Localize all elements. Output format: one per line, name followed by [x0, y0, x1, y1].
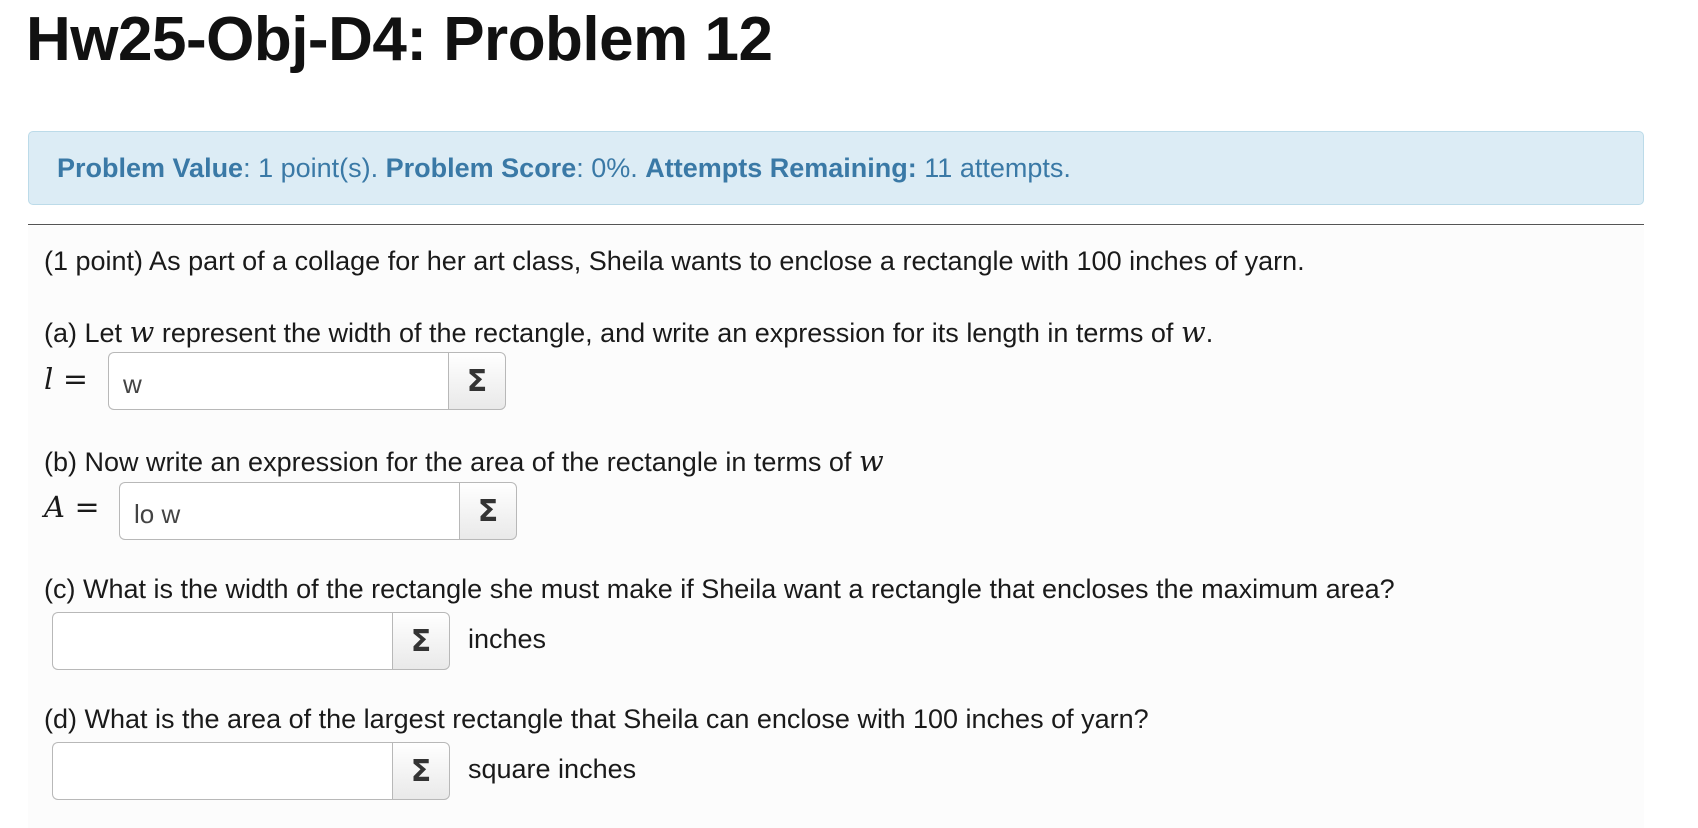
part-a-equation-editor-button[interactable] — [448, 352, 506, 410]
problem-score-label: Problem Score — [385, 153, 577, 183]
part-c-answer-input[interactable] — [52, 612, 392, 670]
page-title: Hw25-Obj-D4: Problem 12 — [26, 5, 773, 74]
part-b-text-before: (b) Now write an expression for the area of the rectangle in terms of — [44, 447, 859, 477]
part-b-lhs-var: A — [44, 490, 65, 524]
part-b-lhs — [44, 490, 100, 525]
sigma-icon: Σ — [410, 753, 432, 789]
part-a-question — [44, 315, 1213, 349]
part-c-answer-group — [52, 612, 450, 670]
problem-value-text: : 1 point(s). — [243, 153, 386, 183]
part-a-answer-input[interactable] — [108, 352, 448, 410]
header-divider — [28, 224, 1644, 225]
part-c-unit: inches — [468, 624, 547, 654]
part-c-equation-editor-button[interactable] — [392, 612, 450, 670]
part-a-lhs-eq: = — [53, 362, 88, 397]
part-d-equation-editor-button[interactable] — [392, 742, 450, 800]
part-a-var-w-2: w — [1180, 315, 1206, 349]
part-d-answer-input[interactable] — [52, 742, 392, 800]
part-b-lhs-eq: = — [64, 490, 100, 525]
part-b-answer-input[interactable] — [119, 482, 459, 540]
sigma-icon: Σ — [477, 493, 499, 529]
sigma-icon: Σ — [466, 363, 488, 399]
attempts-remaining-label: Attempts Remaining: — [645, 153, 917, 183]
part-d-question: (d) What is the area of the largest rectangle that Sheila can enclose with 100 inches of yarn? — [44, 704, 1149, 734]
sigma-icon: Σ — [410, 623, 432, 659]
part-b-answer-group — [119, 482, 517, 540]
problem-intro: (1 point) As part of a collage for her art class, Sheila wants to enclose a rectangle with 100 inches of yarn. — [44, 246, 1305, 276]
part-b-question — [44, 444, 884, 478]
part-a-text-after: . — [1205, 318, 1214, 348]
part-a-lhs-var: l — [44, 362, 54, 396]
part-d-answer-group — [52, 742, 450, 800]
part-d-unit: square inches — [468, 754, 637, 784]
part-a-answer-group — [108, 352, 506, 410]
part-a-var-w: w — [129, 315, 155, 349]
part-b-var-w: w — [858, 444, 884, 478]
part-b-equation-editor-button[interactable] — [459, 482, 517, 540]
problem-value-label: Problem Value — [57, 153, 244, 183]
problem-score-text: : 0%. — [576, 153, 646, 183]
part-a-text-middle: represent the width of the rectangle, and write an expression for its length in terms of — [154, 318, 1181, 348]
part-c-question: (c) What is the width of the rectangle she must make if Sheila want a rectangle that encloses the maximum area? — [44, 574, 1395, 604]
attempts-remaining-text: 11 attempts. — [916, 153, 1071, 183]
problem-info-box — [28, 131, 1644, 205]
part-a-lhs — [44, 362, 88, 397]
part-a-text-before: (a) Let — [44, 318, 130, 348]
